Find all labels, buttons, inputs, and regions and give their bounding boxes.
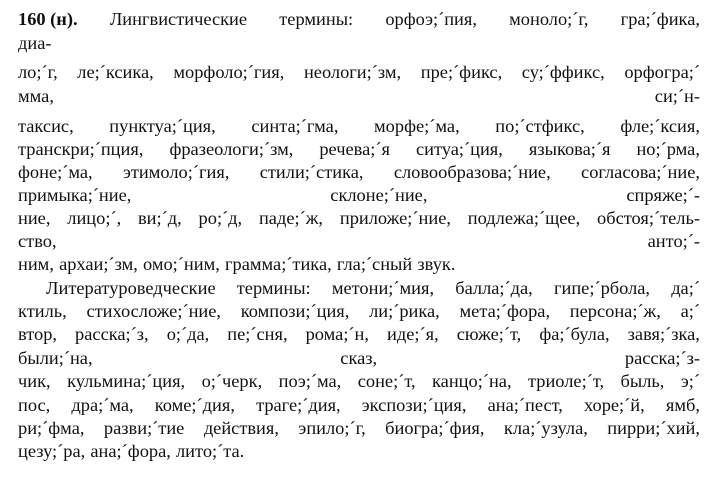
word: морфе;´ма, [374, 116, 460, 136]
word: диа- [18, 33, 52, 53]
word: фа;´була, [539, 324, 610, 344]
word: анто;´- [647, 231, 700, 251]
word: хоре;´й, [584, 395, 645, 415]
word: втор, [18, 324, 58, 344]
word: ство, [18, 231, 57, 251]
text-line [18, 416, 700, 440]
word: расска;´з- [624, 348, 700, 368]
word: балла;´да, [455, 278, 533, 298]
word: неологи;´зм, [303, 62, 402, 82]
word: рома;´н, [305, 324, 369, 344]
word: мета;´фора, [459, 301, 551, 321]
word: ли;´рика, [369, 301, 440, 321]
word: кла;´узула, [503, 418, 588, 438]
text-line [18, 84, 700, 108]
word: гипе;´рбола, [553, 278, 651, 298]
word: сюже;´т, [456, 324, 522, 344]
word: дра;´ма, [71, 395, 134, 415]
text-line [18, 31, 700, 55]
word: ситуа;´ция, [415, 139, 503, 159]
text-line [18, 439, 700, 463]
word: э;´ [680, 371, 700, 391]
word: стили;´стика, [259, 162, 364, 182]
word: ле;´ксика, [77, 62, 154, 82]
word: соне;´т, [357, 371, 416, 391]
word: завя;´зка, [627, 324, 700, 344]
word: персона;´ж, [569, 301, 661, 321]
word: термины: [236, 278, 311, 298]
word: по;´стфикс, [495, 116, 585, 136]
word: склоне;´ние, [330, 185, 428, 205]
word: да;´ [671, 278, 700, 298]
word: морфоло;´гия, [173, 62, 285, 82]
word: пре;´фикс, [420, 62, 503, 82]
word: ана;´фора, [90, 441, 171, 461]
text-line [18, 160, 700, 184]
text-line [18, 137, 700, 161]
word: ямб, [665, 395, 700, 415]
word: грамма;´тика, [224, 254, 332, 274]
word: расска;´з, [75, 324, 149, 344]
word: подлежа;´щее, [467, 208, 581, 228]
word: а;´ [680, 301, 700, 321]
text-line [18, 322, 700, 346]
word: поэ;´ма, [278, 371, 342, 391]
word: гла;´сный [336, 254, 413, 274]
text-line [18, 252, 700, 276]
text-line [18, 229, 700, 253]
text-line [18, 393, 700, 417]
word: о;´черк, [201, 371, 263, 391]
word: фразеологи;´зм, [169, 139, 294, 159]
text-line [46, 276, 700, 300]
word: приложе;´ние, [339, 208, 451, 228]
word: си;´н- [654, 86, 700, 106]
word: фле;´ксия, [620, 116, 700, 136]
word: сказ, [340, 348, 378, 368]
word: мма, [18, 86, 54, 106]
word: языкова;´я [528, 139, 611, 159]
text-line [18, 299, 700, 323]
word: ние, [18, 208, 51, 228]
word: паде;´ж, [258, 208, 324, 228]
word: коме;´дия, [154, 395, 235, 415]
word: пунктуа;´ция, [109, 116, 216, 136]
word: были;´на, [18, 348, 93, 368]
word: су;´ффикс, [521, 62, 605, 82]
word: канцо;´на, [432, 371, 512, 391]
word: триоле;´т, [528, 371, 605, 391]
word: лицо;´, [67, 208, 122, 228]
word: эпило;´г, [298, 418, 366, 438]
word: словообразова;´ние, [393, 162, 551, 182]
word: Литературоведческие [46, 278, 216, 298]
word: пос, [18, 395, 51, 415]
word: ви;´д, [138, 208, 182, 228]
word: пирри;´хий, [607, 418, 700, 438]
text-line [18, 60, 700, 84]
word: гра;´фика, [620, 9, 700, 29]
word: синта;´гма, [251, 116, 339, 136]
word: Лингвистические [109, 9, 248, 29]
word: цезу;´ра, [18, 441, 86, 461]
text-line [18, 7, 700, 31]
word: ло;´г, [18, 62, 58, 82]
text-line [18, 346, 700, 370]
word: кульмина;´ция, [67, 371, 186, 391]
word: ана;´пест, [487, 395, 563, 415]
word: траге;´дия, [256, 395, 341, 415]
text-line [18, 206, 700, 230]
word: транскри;´пция, [18, 139, 144, 159]
word: спряже;´- [626, 185, 700, 205]
word: согласова;´ние, [581, 162, 700, 182]
word: таксис, [18, 116, 74, 136]
word: компози;´ция, [240, 301, 350, 321]
word: архаи;´зм, [59, 254, 138, 274]
word: экспози;´ция, [361, 395, 467, 415]
word: орфоэ;´пия, [385, 9, 477, 29]
word: быль, [620, 371, 665, 391]
word: омо;´ним, [143, 254, 220, 274]
word: обстоя;´тель- [597, 208, 700, 228]
word: но;´рма, [636, 139, 700, 159]
word: термины: [279, 9, 354, 29]
word: пе;´сня, [227, 324, 288, 344]
word: стихосложе;´ние, [86, 301, 222, 321]
word: о;´да, [166, 324, 210, 344]
word: орфогра;´ [624, 62, 700, 82]
word: ним, [18, 254, 54, 274]
word: речева;´я [319, 139, 390, 159]
word: ри;´фма, [18, 418, 85, 438]
text-line [18, 369, 700, 393]
word: биогра;´фия, [385, 418, 485, 438]
word: ро;´д, [198, 208, 243, 228]
word: ктиль, [18, 301, 67, 321]
word: лито;´та. [176, 441, 245, 461]
word: этимоло;´гия, [122, 162, 230, 182]
word: метони;´мия, [331, 278, 435, 298]
text-line [18, 114, 700, 138]
word: разви;´тие [103, 418, 185, 438]
word: действия, [203, 418, 279, 438]
word: примыка;´ние, [18, 185, 132, 205]
text-line [18, 183, 700, 207]
word: чик, [18, 371, 51, 391]
word: фоне;´ма, [18, 162, 93, 182]
word: звук. [417, 254, 456, 274]
word: моноло;´г, [509, 9, 589, 29]
exercise-number: 160 (н). [18, 9, 78, 29]
word: иде;´я, [387, 324, 439, 344]
